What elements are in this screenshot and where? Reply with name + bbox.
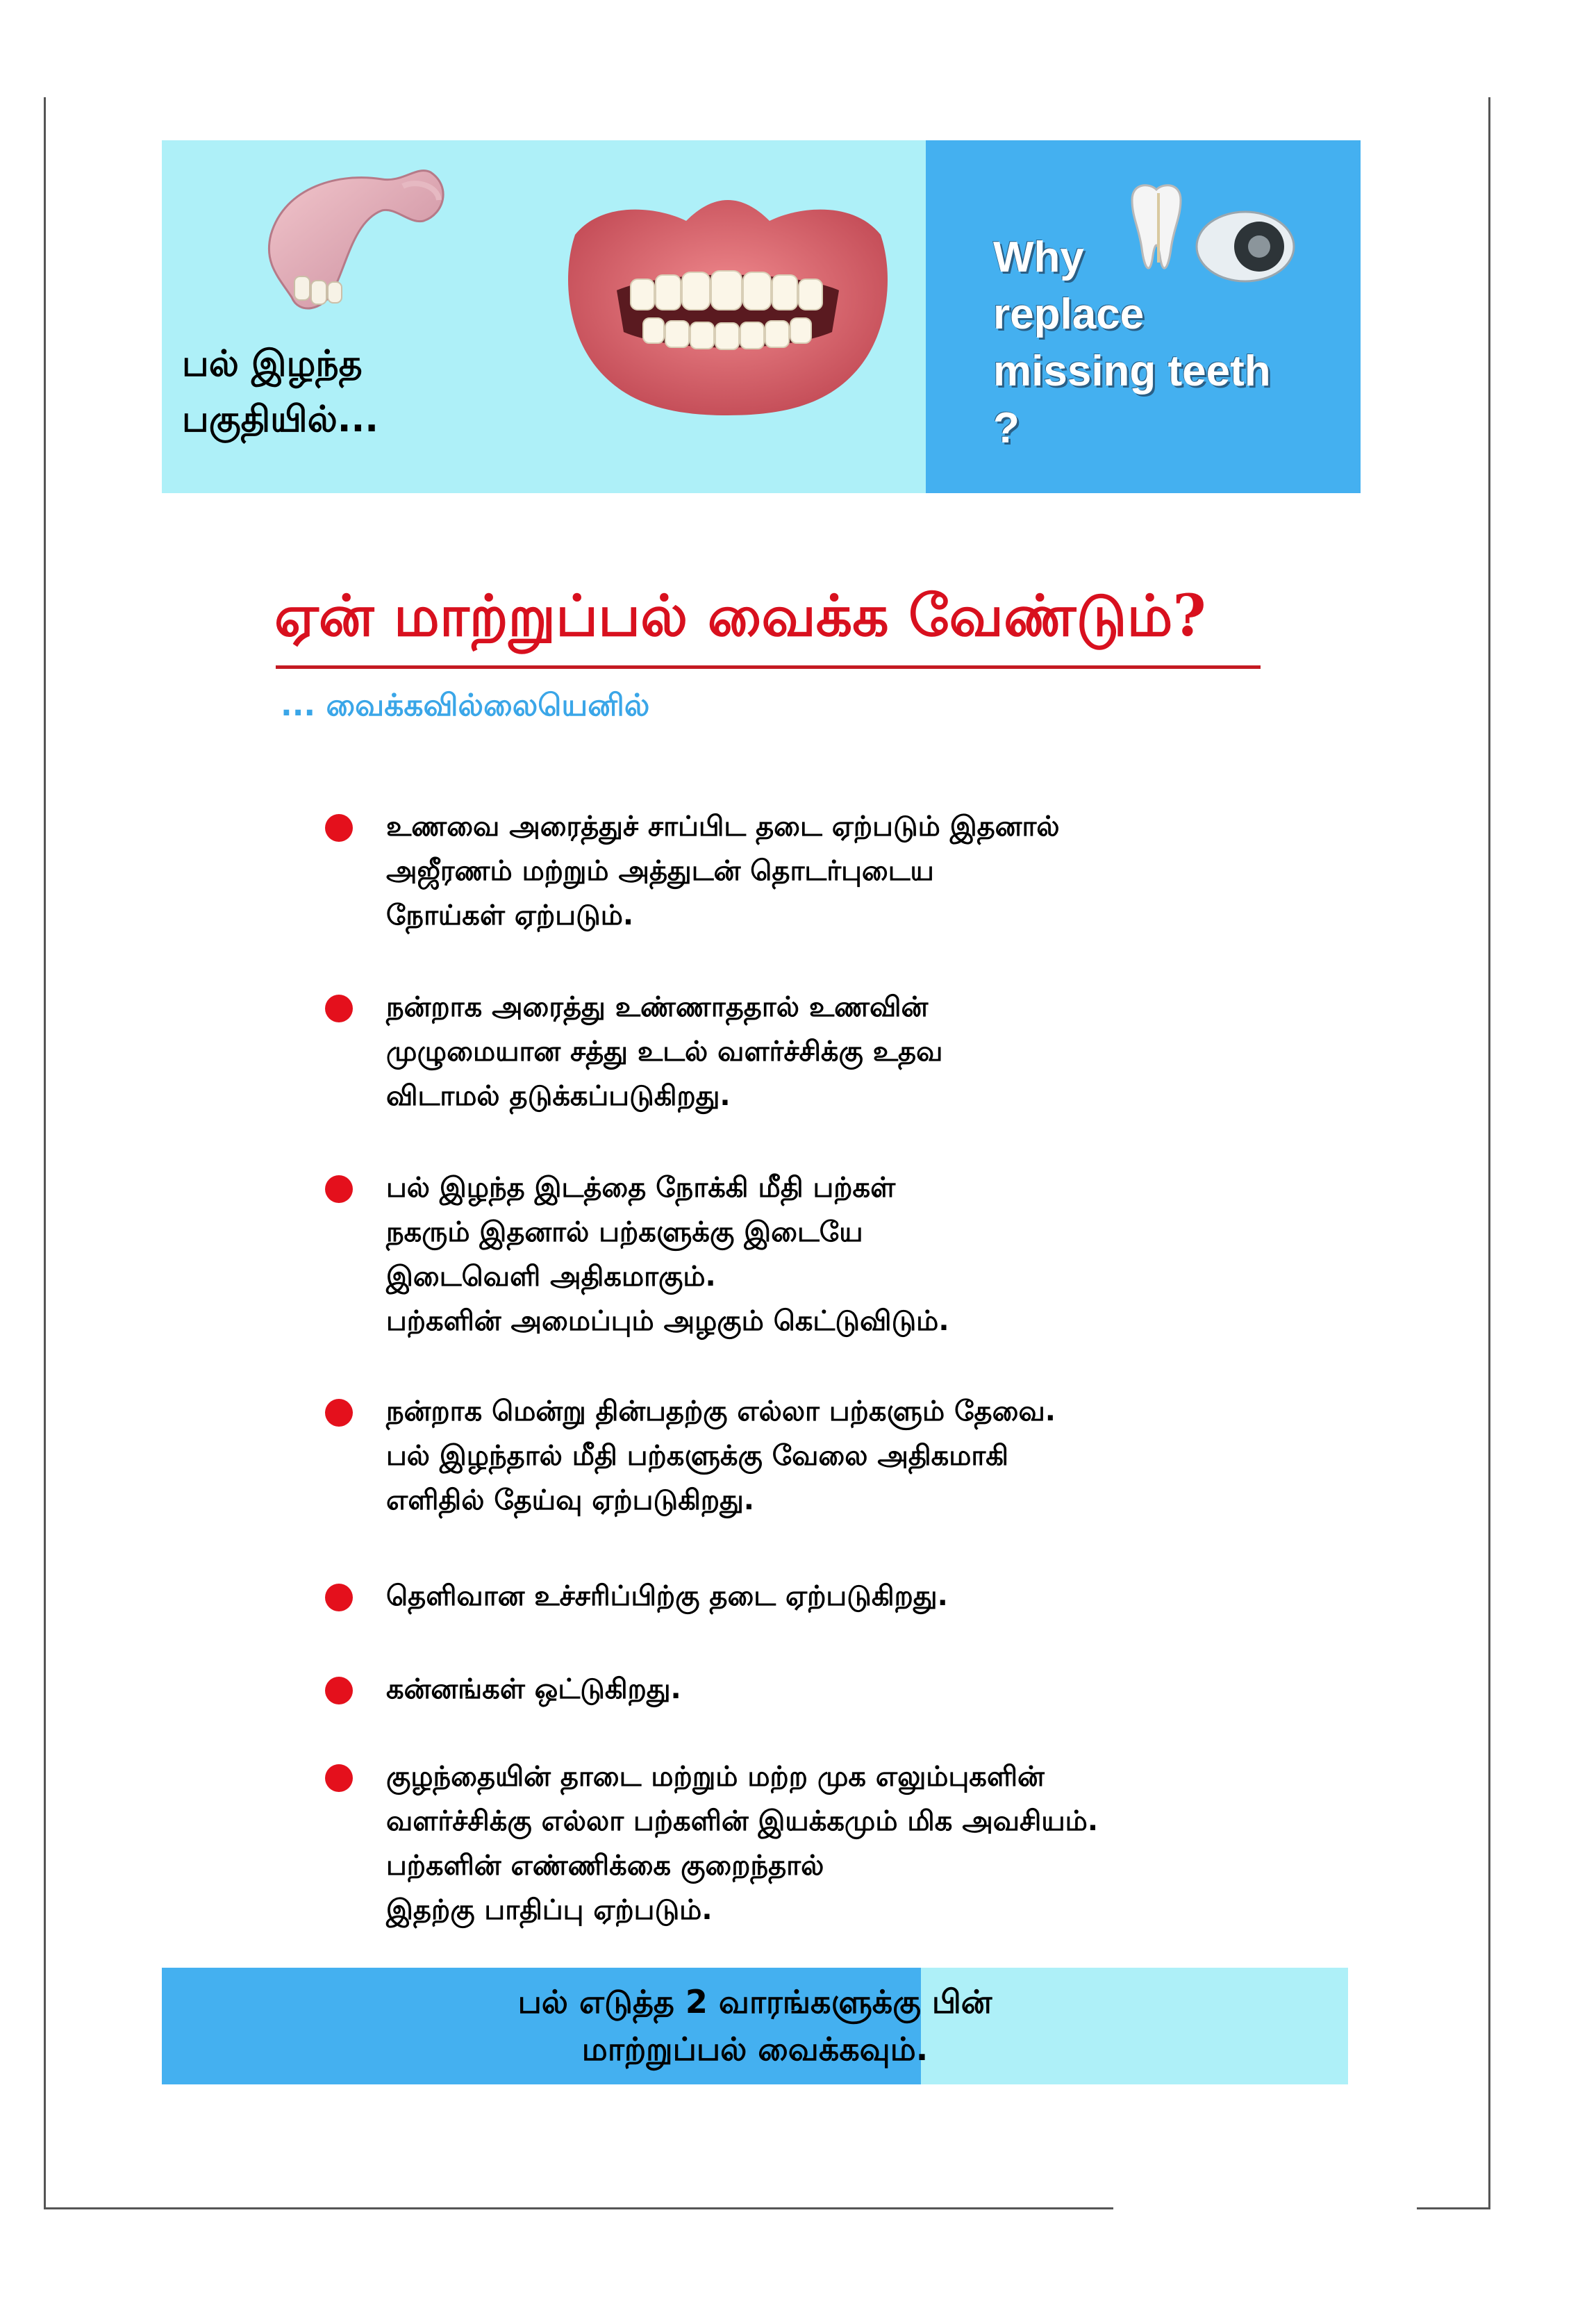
bullet-text: நன்றாக மென்று தின்பதற்கு எல்லா பற்களும் தேவை. பல் இழந்தால் மீதி பற்களுக்கு வேலை அதிகமாகி எளிதில் தேய்வு ஏற்படுகிறது. [386,1395,1056,1516]
why-replace-heading: Why replace missing teeth ? [993,233,1271,452]
bullet-text: பல் இழந்த இடத்தை நோக்கி மீதி பற்கள் நகரும் இதனால் பற்களுக்கு இடையே இடைவெளி அதிகமாகும். பற்களின் அமைப்பும் அழகும் கெட்டுவிடும். [386,1172,949,1337]
bullet-text: கன்னங்கள் ஒட்டுகிறது. [386,1673,681,1705]
bullet-dot [325,1175,353,1203]
footer-note: பல் எடுத்த 2 வாரங்களுக்கு பின் மாற்றுப்பல் வைக்கவும். [517,1983,992,2068]
page-border-right [1488,97,1490,2209]
bullet-dot [325,1764,353,1792]
bullet-dot [325,995,353,1022]
bullet-dot [325,814,353,842]
bullet-text: உணவை அரைத்துச் சாப்பிட தடை ஏற்படும் இதனால் அஜீரணம் மற்றும் அத்துடன் தொடர்புடைய நோய்கள் ஏற்படும். [386,811,1060,931]
bullet-dot [325,1584,353,1611]
bullet-text: நன்றாக அரைத்து உண்ணாததால் உணவின் முழுமையான சத்து உடல் வளர்ச்சிக்கு உதவ விடாமல் தடுக்கப்படுகிறது. [386,991,943,1112]
page-title: ஏன் மாற்றுப்பல் வைக்க வேண்டும்? [274,583,1206,649]
partial-denture-image [243,158,465,325]
title-underline [276,665,1261,669]
full-denture-image [561,193,895,422]
bullet-text: குழந்தையின் தாடை மற்றும் மற்ற முக எலும்புகளின் வளர்ச்சிக்கு எல்லா பற்களின் இயக்கமும் மிக அவசியம். பற்களின் எண்ணிக்கை குறைந்தால் இதற்கு பாதிப்பு ஏற்படும். [386,1761,1099,1926]
bullet-dot [325,1399,353,1427]
page-border-left [44,97,46,2209]
bullet-text: தெளிவான உச்சரிப்பிற்கு தடை ஏற்படுகிறது. [386,1580,948,1612]
page-border-bottom-left [44,2207,1113,2209]
page-subtitle: ... வைக்கவில்லையெனில் [281,688,650,723]
page-border-bottom-right [1417,2207,1490,2209]
bullet-dot [325,1677,353,1704]
header-tamil-caption: பல் இழந்த பகுதியில்... [182,343,379,440]
